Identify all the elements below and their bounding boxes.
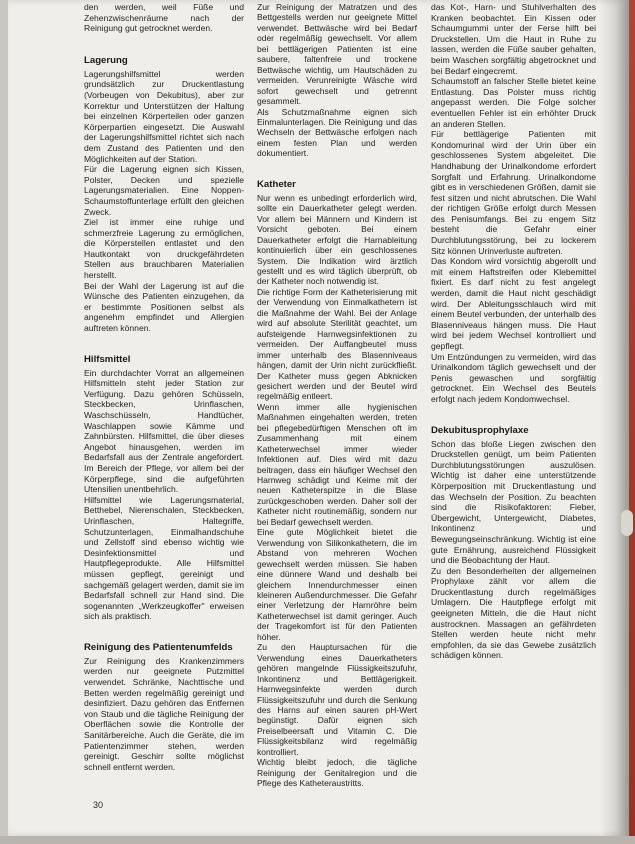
paragraph: Das Kondom wird vorsichtig abgerollt und mit einem Haftstreifen oder Klebemittel fixiert. Es darf nicht zu fest angelegt werden, damit die Haut nicht geschädigt wird. Der Ableitungsschlauch wird mit einem Beutel verbunden, der unterhalb des Blasenniveaus hängen muss. Die Haut wird bei jedem Wechsel kontrolliert und gepflegt. (431, 256, 596, 351)
paragraph: Ein durchdachter Vorrat an allgemeinen Hilfsmitteln steht jeder Station zur Verfügung. Dazu gehören Schüsseln, Steckbecken, Urinflaschen, Waschschüsseln, Handtücher, Waschlappen sowie Kämme und Zahnbürsten. Hilfsmittel, die über dieses Angebot hinausgehen, werden im Bedarfsfall aus der Zentrale angefordert. Im Bereich der Pflege, vor allem bei der Körperpflege, sind die aufgeführten Utensilien unentbehrlich. (84, 367, 244, 495)
paragraph: Wichtig bleibt jedoch, die tägliche Reinigung der Genitalregion und die Pflege des Katheteraustritts. (257, 757, 417, 789)
paragraph: Bei der Wahl der Lagerung ist auf die Wünsche des Patienten einzugehen, da er bestimmte Positionen selbst als angenehm empfindet und Allergien auftreten können. (84, 280, 244, 334)
paragraph: Nur wenn es unbedingt erforderlich wird, sollte ein Dauerkatheter gelegt werden. Vor allem bei Männern und Kindern ist Vorsicht geboten. Bei einem Dauerkatheter erfolgt die Harnableitung kontinuierlich über ein geschlossenes System. Die Indikation wird ärztlich gestellt und es wird täglich überprüft, ob der Katheter noch notwendig ist. (257, 192, 417, 287)
paragraph: Eine gute Möglichkeit bietet die Verwendung von Silikonkathetern, die im Abstand von mehreren Wochen gewechselt werden müssen. Sie haben eine dünnere Wand und deshalb bei gleichem Innendurchmesser einen kleineren Außendurchmesser. Die Gefahr einer Verletzung der Harnröhre beim Katheterwechsel ist damit geringer. Auch der Tragekomfort ist für den Patienten höher. (257, 527, 417, 642)
paragraph: Für bettlägerige Patienten mit Kondomurinal wird der Urin über ein geschlossenes System abgeleitet. Die Handhabung der Urinalkondome erfordert Sorgfalt und Erfahrung. Urinalkondome gibt es in verschiedenen Größen, damit sie fest sitzen und nicht abrutschen. Die Wahl der richtigen Größe erfolgt durch Messen des Penisumfangs. Bei zu engem Sitz besteht die Gefahr einer Durchblutungsstörung, bei zu lockerem Sitz können Urinverluste auftreten. (431, 129, 596, 256)
paragraph: den werden, weil Füße und Zehenzwischenräume nach der Reinigung gut getrocknet werden. (84, 2, 244, 34)
paragraph: Hilfsmittel wie Lagerungsmaterial, Betthebel, Nierenschalen, Steckbecken, Urinflaschen, Haltegriffe, Schutzunterlagen, Einmalhandschuhe und Zellstoff sind ebenso wichtig wie Desinfektionsmittel und Hautpflegeprodukte. Alle Hilfsmittel müssen gepflegt, gereinigt und sachgemäß gelagert werden, damit sie im Bedarfsfall schnell zur Hand sind. Die sogenannten „Werkzeugkoffer" erweisen sich als praktisch. (84, 494, 244, 622)
text-column-right (431, 2, 596, 661)
heading-reinigung: Reinigung des Patientenumfelds (84, 641, 233, 653)
paragraph: Zu den Besonderheiten der allgemeinen Prophylaxe zählt vor allem die Druckentlastung durch regelmäßiges Umlagern. Die Hautpflege erfolgt mit geeigneten Mitteln, die die Haut nicht austrocknen. Massagen an gefährdeten Stellen werden heute nicht mehr empfohlen, da sie das Gewebe zusätzlich schädigen können. (431, 565, 596, 661)
paragraph: Ziel ist immer eine ruhige und schmerzfreie Lagerung zu ermöglichen, die Körperstellen entlastet und den Hautkontakt von druckgefährdeten Stellen aus brauchbaren Materialien herstellt. (84, 217, 244, 281)
page-shadow (600, 0, 625, 836)
heading-lagerung: Lagerung (84, 54, 128, 66)
page-bottom-edge (0, 836, 635, 844)
page-number: 30 (93, 800, 104, 810)
paragraph: Schon das bloße Liegen zwischen den Druckstellen genügt, um beim Patienten Durchblutungsstörungen auszulösen. Wichtig ist daher eine unterstützende Körperposition mit Druckentlastung und das Wechseln der Position. Zu beachten sind die Risikofaktoren: Fieber, Übergewicht, Untergewicht, Diabetes, Inkontinenz und Bewegungseinschränkung. Wichtig ist eine gute Ernährung, ausreichend Flüssigkeit und die Beobachtung der Haut. (431, 438, 596, 566)
paragraph: Wenn immer alle hygienischen Maßnahmen eingehalten werden, treten bei pflegebedürftigen Menschen oft im Zusammenhang mit einem Katheterwechsel immer wieder Infektionen auf. Dies wird mit dazu beitragen, dass ein häufiger Wechsel den Harnweg schädigt und Keime mit der neuen Katheterspitze in die Blase zurückgeschoben werden. Daher soll der Katheter nicht routinemäßig, sondern nur bei Bedarf gewechselt werden. (257, 401, 417, 527)
paragraph: Die richtige Form der Katheterisierung mit der Verwendung von Einmalkathetern ist die Maßnahme der Wahl. Bei der Anlage wird auf absolute Sterilität geachtet, um aufsteigende Harnwegsinfektionen zu vermeiden. Der Auffangbeutel muss immer unterhalb des Blasenniveaus hängen, damit der Urin nicht zurückfließt. Der Katheter muss gegen Abknicken gesichert werden und der Beutel wird regelmäßig entleert. (257, 286, 417, 402)
text-column-left (84, 2, 244, 772)
paragraph: Zu den Hauptursachen für die Verwendung eines Dauerkatheters gehören mangelnde Flüssigkeitszufuhr, Inkontinenz und Bettlägerigkeit. Harnwegsinfekte werden durch Flüssigkeitszufuhr und durch die Senkung des Harns auf einen sauren pH-Wert begünstigt. Dafür eignen sich Preiselbeersaft und Vitamin C. Die Flüssigkeitsbilanz wird regelmäßig kontrolliert. (257, 642, 417, 757)
page-marking (621, 510, 633, 536)
book-cover-edge (629, 0, 635, 844)
heading-katheter: Katheter (257, 178, 296, 190)
paragraph: Schaumstoff an falscher Stelle bietet keine Entlastung. Das Polster muss richtig angepasst werden. Die Folge solcher eventuellen Fehler ist ein erhöhter Druck an anderen Stellen. (431, 76, 596, 129)
paragraph: das Kot-, Harn- und Stuhlverhalten des Kranken beobachtet. Ein Kissen oder Schaumgummi unter der Ferse hilft bei Druckstellen. Um die Haut in Ruhe zu lassen, werden die Füße sauber gehalten, beim Waschen sorgfältig abgetrocknet und bei Bedarf eingecremt. (431, 2, 596, 76)
paragraph: Lagerungshilfsmittel werden grundsätzlich zur Druckentlastung (Vorbeugen von Dekubitus), aber zur Korrektur und Unterstützen der Haltung bei einzelnen Körperteilen oder ganzen Körperpartien eingesetzt. Die Auswahl der Lagerungshilfsmittel richtet sich nach dem Zustand des Patienten und den Möglichkeiten auf der Station. (84, 68, 244, 164)
paragraph: Um Entzündungen zu vermeiden, wird das Urinalkondom täglich gewechselt und der Penis gewaschen und sorgfältig getrocknet. Ein Wechsel des Beutels erfolgt nach jedem Kondomwechsel. (431, 351, 596, 404)
paragraph: Zur Reinigung des Krankenzimmers werden nur geeignete Putzmittel verwendet. Schränke, Nachttische und Betten werden regelmäßig gereinigt und desinfiziert. Dazu gehören das Entfernen von Staub und die tägliche Reinigung der Oberflächen sowie die Kontrolle der Sanitärbereiche. Auch die Geräte, die im Patientenzimmer stehen, werden gereinigt. Geschirr sollte möglichst schnell entfernt werden. (84, 655, 244, 772)
paragraph: Als Schutzmaßnahme eignen sich Einmalunterlagen. Die Reinigung und das Wechseln der Bettwäsche erfolgen nach einem festen Plan und werden dokumentiert. (257, 106, 417, 159)
text-column-middle (257, 2, 417, 789)
paragraph: Für die Lagerung eignen sich Kissen, Polster, Decken und spezielle Lagerungsmaterialien. Eine Noppen-Schaumstoffunterlage erfüllt den gleichen Zweck. (84, 164, 244, 217)
heading-hilfsmittel: Hilfsmittel (84, 353, 131, 365)
heading-dekubitusprophylaxe: Dekubitusprophylaxe (431, 424, 529, 436)
paragraph: Zur Reinigung der Matratzen und des Bettgestells werden nur geeignete Mittel verwendet. Bettwäsche wird bei Bedarf oder regelmäßig gewechselt. Vor allem bei bettlägerigen Patienten ist eine saubere, faltenfreie und trockene Bettwäsche wichtig, um Hautschäden zu vermeiden. Verunreinigte Wäsche wird sofort gewechselt und getrennt gesammelt. (257, 2, 417, 107)
